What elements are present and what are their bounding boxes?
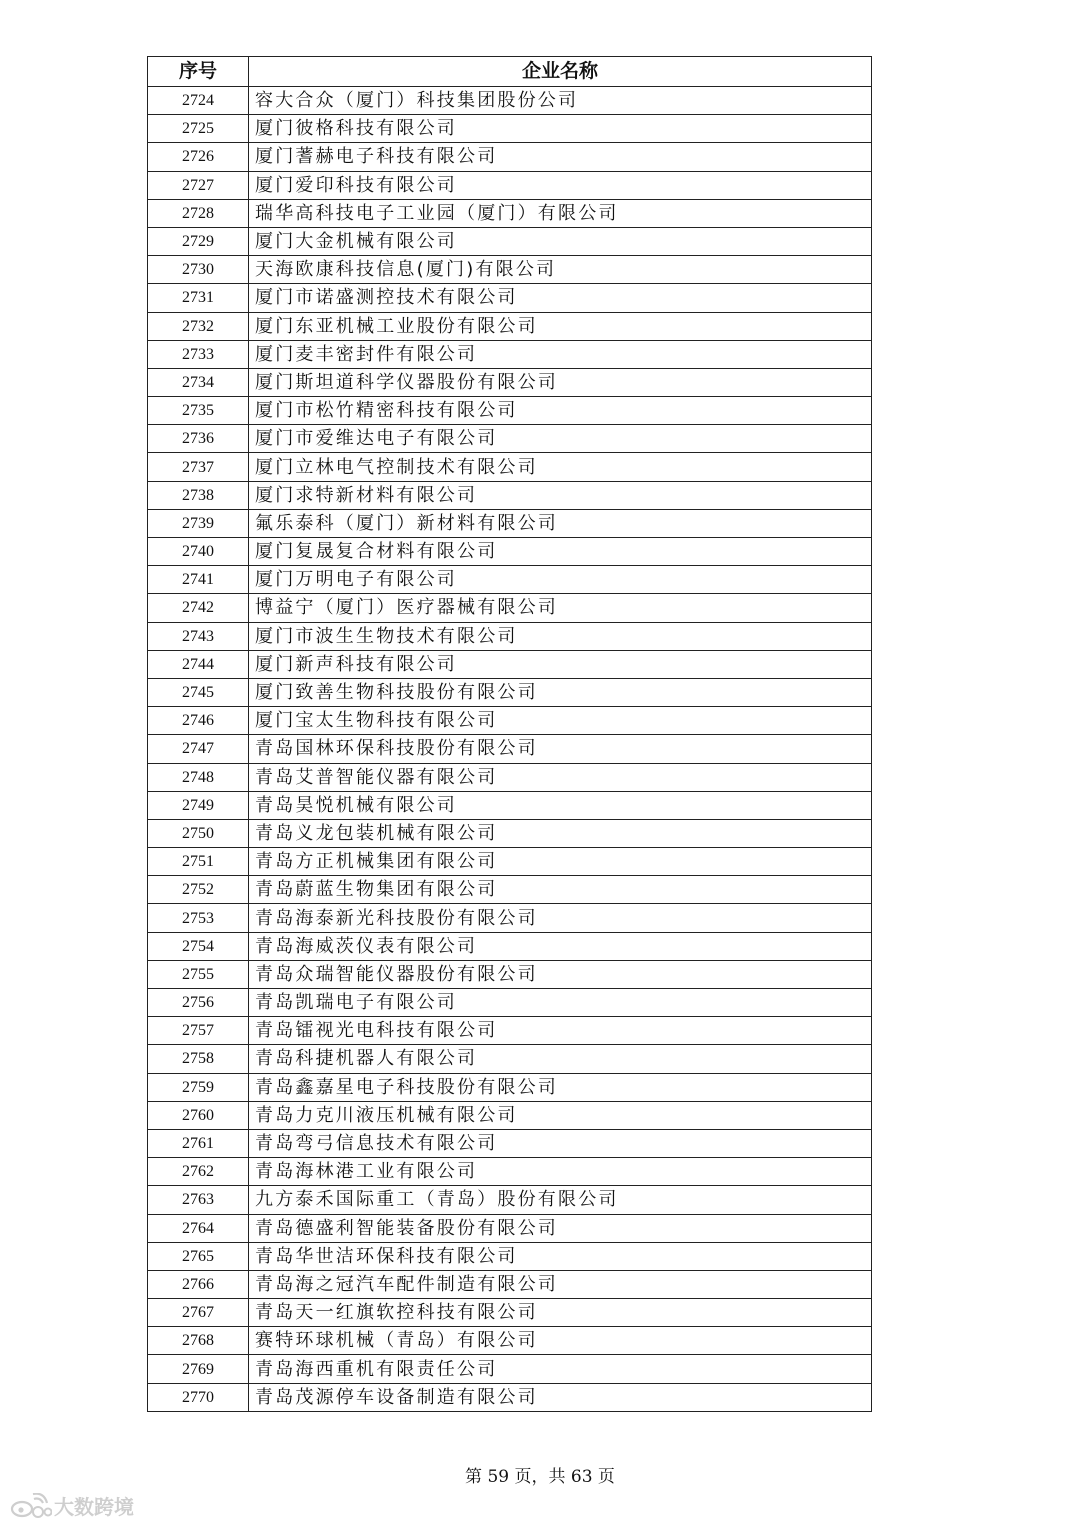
serial-number-cell: 2744 <box>148 650 249 678</box>
table-row <box>148 368 872 396</box>
company-name-cell: 青岛海林港工业有限公司 <box>249 1158 872 1186</box>
watermark <box>10 1491 134 1520</box>
serial-number-cell: 2750 <box>148 819 249 847</box>
table-row <box>148 538 872 566</box>
company-name-cell: 青岛力克川液压机械有限公司 <box>249 1101 872 1129</box>
company-name-cell: 厦门斯坦道科学仪器股份有限公司 <box>249 368 872 396</box>
serial-number-cell: 2760 <box>148 1101 249 1129</box>
table-row <box>148 876 872 904</box>
company-name-cell: 氟乐泰科（厦门）新材料有限公司 <box>249 509 872 537</box>
serial-number-cell: 2763 <box>148 1186 249 1214</box>
company-name-cell: 青岛昊悦机械有限公司 <box>249 791 872 819</box>
company-name-cell: 青岛科捷机器人有限公司 <box>249 1045 872 1073</box>
serial-number-cell: 2730 <box>148 256 249 284</box>
company-name-cell: 青岛天一红旗软控科技有限公司 <box>249 1299 872 1327</box>
company-name-cell: 厦门新声科技有限公司 <box>249 650 872 678</box>
company-name-cell: 青岛弯弓信息技术有限公司 <box>249 1129 872 1157</box>
company-name-cell: 厦门大金机械有限公司 <box>249 227 872 255</box>
table-body <box>148 87 872 1412</box>
table-row <box>148 650 872 678</box>
table-row <box>148 1214 872 1242</box>
table-row <box>148 312 872 340</box>
serial-number-cell: 2755 <box>148 960 249 988</box>
serial-number-cell: 2726 <box>148 143 249 171</box>
serial-number-cell: 2766 <box>148 1270 249 1298</box>
table-row <box>148 115 872 143</box>
table-row <box>148 678 872 706</box>
serial-number-cell: 2748 <box>148 763 249 791</box>
company-name-cell: 瑞华高科技电子工业园（厦门）有限公司 <box>249 199 872 227</box>
serial-number-cell: 2756 <box>148 989 249 1017</box>
header-company-name: 企业名称 <box>249 57 872 87</box>
table-row <box>148 904 872 932</box>
table-row <box>148 1017 872 1045</box>
serial-number-cell: 2734 <box>148 368 249 396</box>
company-name-cell: 厦门爱印科技有限公司 <box>249 171 872 199</box>
serial-number-cell: 2762 <box>148 1158 249 1186</box>
serial-number-cell: 2746 <box>148 707 249 735</box>
table-row <box>148 960 872 988</box>
company-name-cell: 青岛海西重机有限责任公司 <box>249 1355 872 1383</box>
serial-number-cell: 2739 <box>148 509 249 537</box>
serial-number-cell: 2735 <box>148 397 249 425</box>
table-row <box>148 622 872 650</box>
table-row <box>148 87 872 115</box>
table-row <box>148 143 872 171</box>
serial-number-cell: 2727 <box>148 171 249 199</box>
company-name-cell: 青岛鑫嘉星电子科技股份有限公司 <box>249 1073 872 1101</box>
table-row <box>148 1383 872 1411</box>
table-row <box>148 425 872 453</box>
serial-number-cell: 2733 <box>148 340 249 368</box>
company-name-cell: 青岛凯瑞电子有限公司 <box>249 989 872 1017</box>
company-name-cell: 青岛海之冠汽车配件制造有限公司 <box>249 1270 872 1298</box>
serial-number-cell: 2753 <box>148 904 249 932</box>
serial-number-cell: 2759 <box>148 1073 249 1101</box>
table-row <box>148 509 872 537</box>
table-row <box>148 1186 872 1214</box>
table-row <box>148 171 872 199</box>
table-row <box>148 1299 872 1327</box>
company-name-cell: 青岛方正机械集团有限公司 <box>249 848 872 876</box>
serial-number-cell: 2732 <box>148 312 249 340</box>
serial-number-cell: 2736 <box>148 425 249 453</box>
serial-number-cell: 2725 <box>148 115 249 143</box>
table-row <box>148 594 872 622</box>
serial-number-cell: 2738 <box>148 481 249 509</box>
table-row <box>148 1270 872 1298</box>
serial-number-cell: 2742 <box>148 594 249 622</box>
serial-number-cell: 2737 <box>148 453 249 481</box>
table-row <box>148 1242 872 1270</box>
serial-number-cell: 2729 <box>148 227 249 255</box>
serial-number-cell: 2770 <box>148 1383 249 1411</box>
serial-number-cell: 2745 <box>148 678 249 706</box>
company-name-cell: 厦门复晟复合材料有限公司 <box>249 538 872 566</box>
serial-number-cell: 2769 <box>148 1355 249 1383</box>
company-name-cell: 厦门市爱维达电子有限公司 <box>249 425 872 453</box>
company-name-cell: 青岛众瑞智能仪器股份有限公司 <box>249 960 872 988</box>
company-name-cell: 厦门市松竹精密科技有限公司 <box>249 397 872 425</box>
serial-number-cell: 2749 <box>148 791 249 819</box>
table-row <box>148 227 872 255</box>
table-row <box>148 989 872 1017</box>
serial-number-cell: 2758 <box>148 1045 249 1073</box>
company-name-cell: 厦门求特新材料有限公司 <box>249 481 872 509</box>
company-name-cell: 九方泰禾国际重工（青岛）股份有限公司 <box>249 1186 872 1214</box>
table-row <box>148 932 872 960</box>
table-row <box>148 819 872 847</box>
company-table-container <box>147 56 871 1412</box>
table-row <box>148 1129 872 1157</box>
serial-number-cell: 2751 <box>148 848 249 876</box>
company-name-cell: 厦门立林电气控制技术有限公司 <box>249 453 872 481</box>
serial-number-cell: 2764 <box>148 1214 249 1242</box>
company-name-cell: 厦门市诺盛测控技术有限公司 <box>249 284 872 312</box>
serial-number-cell: 2768 <box>148 1327 249 1355</box>
serial-number-cell: 2741 <box>148 566 249 594</box>
table-row <box>148 481 872 509</box>
serial-number-cell: 2754 <box>148 932 249 960</box>
company-name-cell: 青岛镭视光电科技有限公司 <box>249 1017 872 1045</box>
table-row <box>148 397 872 425</box>
table-row <box>148 453 872 481</box>
company-name-cell: 厦门东亚机械工业股份有限公司 <box>249 312 872 340</box>
table-row <box>148 848 872 876</box>
table-row <box>148 256 872 284</box>
company-name-cell: 容大合众（厦门）科技集团股份公司 <box>249 87 872 115</box>
serial-number-cell: 2752 <box>148 876 249 904</box>
company-name-cell: 青岛茂源停车设备制造有限公司 <box>249 1383 872 1411</box>
company-name-cell: 厦门宝太生物科技有限公司 <box>249 707 872 735</box>
company-name-cell: 青岛艾普智能仪器有限公司 <box>249 763 872 791</box>
header-serial-number: 序号 <box>148 57 249 87</box>
company-name-cell: 厦门市波生生物技术有限公司 <box>249 622 872 650</box>
table-row <box>148 1158 872 1186</box>
watermark-text: 大数跨境 <box>54 1495 134 1519</box>
company-name-cell: 青岛国林环保科技股份有限公司 <box>249 735 872 763</box>
company-name-cell: 青岛华世洁环保科技有限公司 <box>249 1242 872 1270</box>
serial-number-cell: 2765 <box>148 1242 249 1270</box>
company-name-cell: 青岛蔚蓝生物集团有限公司 <box>249 876 872 904</box>
company-name-cell: 厦门万明电子有限公司 <box>249 566 872 594</box>
weibo-logo-icon <box>10 1493 52 1519</box>
table-header-row <box>148 57 872 87</box>
serial-number-cell: 2743 <box>148 622 249 650</box>
company-name-cell: 青岛海威茨仪表有限公司 <box>249 932 872 960</box>
company-name-cell: 博益宁（厦门）医疗器械有限公司 <box>249 594 872 622</box>
company-name-cell: 厦门蓍赫电子科技有限公司 <box>249 143 872 171</box>
table-row <box>148 199 872 227</box>
table-row <box>148 1355 872 1383</box>
serial-number-cell: 2740 <box>148 538 249 566</box>
table-row <box>148 1045 872 1073</box>
table-row <box>148 791 872 819</box>
serial-number-cell: 2747 <box>148 735 249 763</box>
table-row <box>148 1101 872 1129</box>
company-name-cell: 青岛德盛利智能装备股份有限公司 <box>249 1214 872 1242</box>
table-row <box>148 707 872 735</box>
page-number-footer: 第 59 页，共 63 页 <box>465 1467 615 1487</box>
company-name-cell: 厦门彼格科技有限公司 <box>249 115 872 143</box>
company-table <box>147 56 872 1412</box>
serial-number-cell: 2731 <box>148 284 249 312</box>
serial-number-cell: 2757 <box>148 1017 249 1045</box>
serial-number-cell: 2761 <box>148 1129 249 1157</box>
company-name-cell: 厦门致善生物科技股份有限公司 <box>249 678 872 706</box>
table-row <box>148 284 872 312</box>
serial-number-cell: 2728 <box>148 199 249 227</box>
company-name-cell: 青岛海泰新光科技股份有限公司 <box>249 904 872 932</box>
table-row <box>148 340 872 368</box>
company-name-cell: 天海欧康科技信息(厦门)有限公司 <box>249 256 872 284</box>
table-row <box>148 1327 872 1355</box>
serial-number-cell: 2724 <box>148 87 249 115</box>
serial-number-cell: 2767 <box>148 1299 249 1327</box>
company-name-cell: 青岛义龙包装机械有限公司 <box>249 819 872 847</box>
table-row <box>148 763 872 791</box>
company-name-cell: 厦门麦丰密封件有限公司 <box>249 340 872 368</box>
table-row <box>148 566 872 594</box>
table-row <box>148 735 872 763</box>
table-row <box>148 1073 872 1101</box>
company-name-cell: 赛特环球机械（青岛）有限公司 <box>249 1327 872 1355</box>
